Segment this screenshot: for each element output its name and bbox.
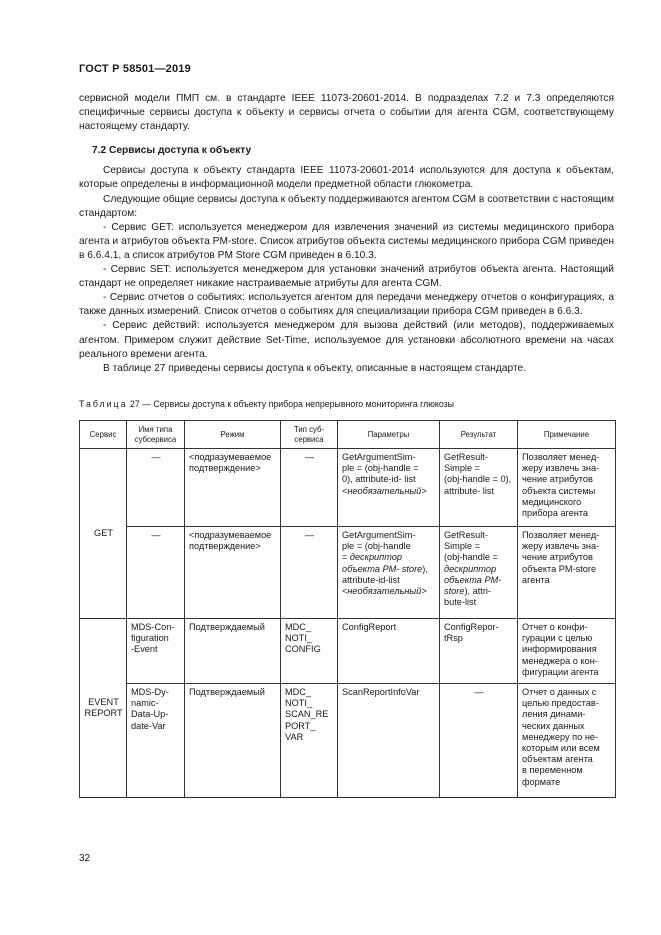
params-italic: дескриптор объекта PM- store (342, 552, 423, 574)
params-cell: ConfigReport (338, 619, 440, 684)
params-cell: ScanReportInfoVar (338, 684, 440, 798)
result-italic: дескриптор объекта PM- store (444, 563, 502, 597)
page-number: 32 (79, 853, 91, 864)
header-cell: Режим (185, 421, 281, 449)
paragraph: Сервисы доступа к объекту стандарта IEEE 11073-20601-2014 используются для доступа к объектам, которые определены в информационной модели предметной области глюкометра. (79, 165, 614, 191)
header-cell: Тип суб-сервиса (281, 421, 338, 449)
body-text (79, 92, 614, 376)
mode-cell: <подразумеваемое подтверждение> (185, 449, 281, 527)
table-caption (79, 399, 619, 409)
result-text: GetResult- Simple = (obj-handle = (444, 530, 498, 563)
subtype-name-cell: — (127, 449, 185, 527)
subtype-cell: — (281, 527, 338, 619)
service-cell-get: GET (80, 449, 127, 619)
section-heading: 7.2 Сервисы доступа к объекту (92, 145, 252, 157)
note-cell: Отчет о данных с целью предостав- ления динами- ческих данных менеджеру по не- которым или всем объектам агента в переменном формате (518, 684, 616, 798)
params-italic: <необязательный> (342, 586, 427, 597)
table-row (80, 619, 616, 684)
caption-label: Таблица (79, 399, 128, 409)
mode-cell: Подтверждаемый (185, 619, 281, 684)
result-text: GetResult- Simple = (obj-handle = 0), attribute- list (444, 452, 512, 496)
paragraph: Следующие общие сервисы доступа к объекту поддерживаются агентом CGM в соответствии с настоящим стандартом: (79, 193, 614, 219)
caption-text: 27 — Сервисы доступа к объекту прибора непрерывного мониторинга глюкозы (127, 399, 455, 409)
table-row (80, 449, 616, 527)
result-text: ), attri- bute-list (444, 586, 491, 608)
params-text: ), attribute-id-list (342, 563, 428, 585)
result-cell (440, 527, 518, 619)
table-row (80, 527, 616, 619)
result-cell: — (440, 684, 518, 798)
note-cell: Отчет о конфи- гурации с целью информирования менеджера о кон- фигурации агента (518, 619, 616, 684)
paragraph: - Сервис действий: используется менеджером для вызова действий (или методов), поддерживаемых агентом. Примером служит действие Set-Time, используемое для установки абсолютного времени на часах реального времени агента. (79, 320, 614, 360)
paragraph: сервисной модели ПМП см. в стандарте IEEE 11073-20601-2014. В подразделах 7.2 и 7.3 определяются специфичные сервисы доступа к объекту и сервисы отчета о событии для агента CGM, соответствующему настоящему стандарту. (79, 93, 614, 133)
subtype-cell: MDC_ NOTI_ CONFIG (281, 619, 338, 684)
subtype-name-cell: MDS-Dy- namic- Data-Up- date-Var (127, 684, 185, 798)
document-header: ГОСТ Р 58501—2019 (79, 63, 191, 75)
service-cell-event-report: EVENT REPORT (80, 619, 127, 798)
params-italic: <необязательный> (342, 485, 427, 496)
subtype-name-cell: — (127, 527, 185, 619)
header-cell: Имя типа субсервиса (127, 421, 185, 449)
paragraph: - Сервис SET: используется менеджером для установки значений атрибутов объекта агента. Настоящий стандарт не определяет никакие настраиваемые атрибуты для агента CGM. (79, 264, 614, 290)
params-cell (338, 527, 440, 619)
mode-cell: <подразумеваемое подтверждение> (185, 527, 281, 619)
header-cell: Параметры (338, 421, 440, 449)
note-cell: Позволяет менед- жеру извлечь зна- чение атрибутов объекта системы медицинского прибора агента (518, 449, 616, 527)
subtype-cell: MDC_ NOTI_ SCAN_RE PORT_ VAR (281, 684, 338, 798)
params-text: GetArgumentSim- ple = (obj-handle = (342, 530, 416, 563)
header-cell: Примечание (518, 421, 616, 449)
paragraph: В таблице 27 приведены сервисы доступа к объекту, описанные в настоящем стандарте. (103, 362, 527, 374)
table-header-row (80, 421, 616, 449)
table-row (80, 684, 616, 798)
paragraph: - Сервис отчетов о событиях: используется агентом для передачи менеджеру отчетов о конфигурациях, а также данных измерений. Список отчетов о событиях для специализации прибора CGM приведен в 6.6.3. (79, 292, 614, 318)
header-cell: Сервис (80, 421, 127, 449)
mode-cell: Подтверждаемый (185, 684, 281, 798)
paragraph: - Сервис GET: используется менеджером для извлечения значений из системы медицинского прибора агента и атрибутов объекта PM-store. Список атрибутов объекта системы медицинского прибора CGM приведен в 6.6.4.1, а список атрибутов PM Store CGM приведен в 6.10.3. (79, 221, 614, 261)
subtype-name-cell: MDS-Con- figuration -Event (127, 619, 185, 684)
services-table (79, 420, 616, 798)
params-text: GetArgumentSim- ple = (obj-handle = 0), attribute-id- list (342, 452, 419, 485)
params-cell (338, 449, 440, 527)
note-cell: Позволяет менед- жеру извлечь зна- чение атрибутов объекта PM-store агента (518, 527, 616, 619)
result-cell (440, 449, 518, 527)
subtype-cell: — (281, 449, 338, 527)
header-cell: Результат (440, 421, 518, 449)
result-cell: ConfigRepor- tRsp (440, 619, 518, 684)
